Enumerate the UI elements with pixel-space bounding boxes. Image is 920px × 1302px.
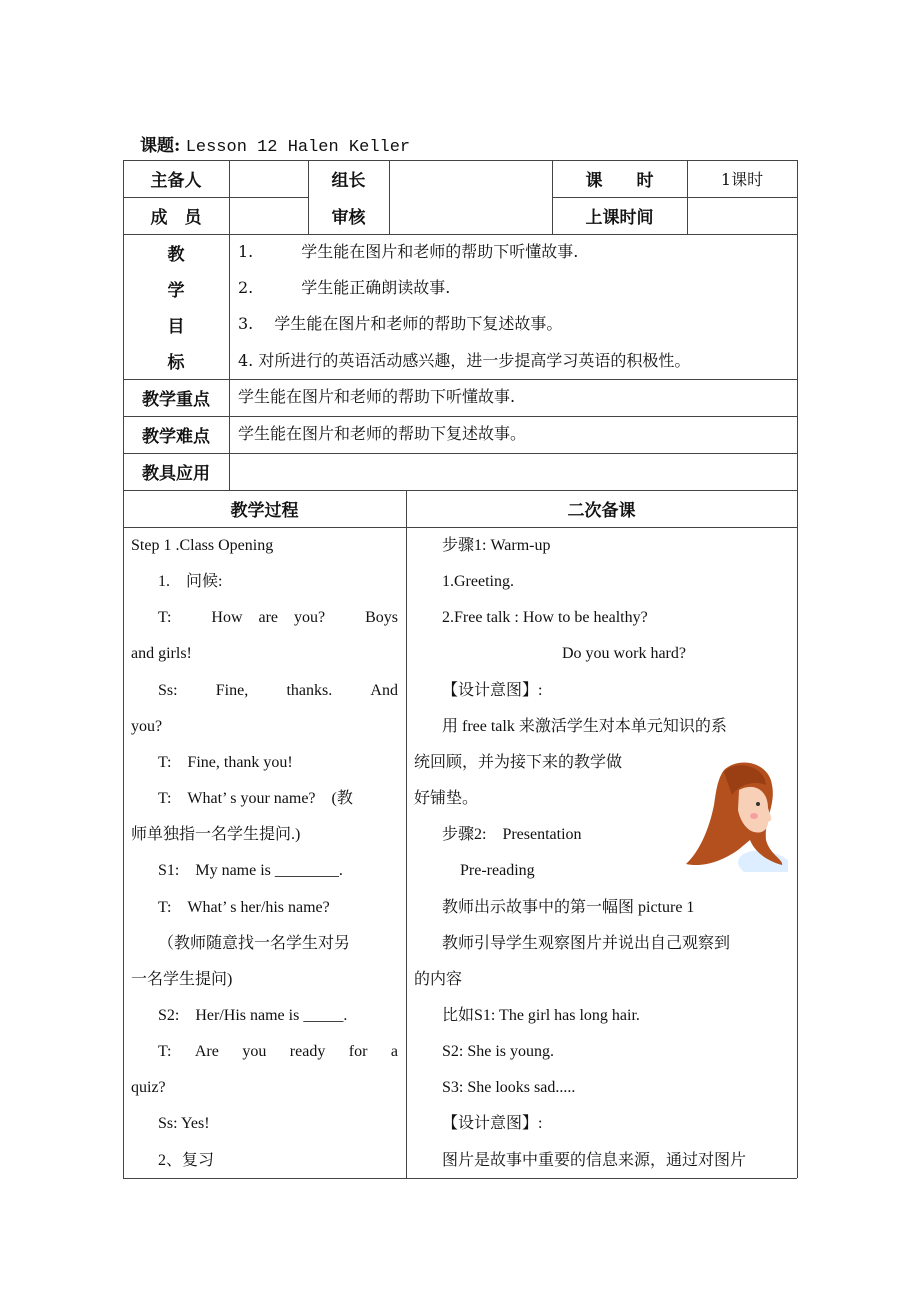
- process-line: Ss: Fine, thanks. And: [158, 681, 398, 699]
- second-prep-line: 的内容: [414, 970, 463, 988]
- objective-item: 2. 学生能正确朗读故事.: [238, 278, 451, 297]
- table-border: [797, 160, 798, 1178]
- second-prep-line: 1.Greeting.: [442, 573, 514, 591]
- title-lesson: Lesson 12 Halen Keller: [185, 138, 411, 157]
- second-prep-line: 教师引导学生观察图片并说出自己观察到: [442, 934, 731, 952]
- process-line: （教师随意找一名学生对另: [158, 934, 351, 952]
- difficulty-label: 教学难点: [142, 427, 210, 447]
- class-hours-label: 课 时: [585, 171, 654, 191]
- process-line: and girls!: [131, 645, 192, 663]
- process-line: S1: My name is ________.: [158, 862, 343, 880]
- second-prep-line: 比如S1: The girl has long hair.: [442, 1006, 640, 1024]
- second-prep-line: 步骤1: Warm-up: [442, 537, 551, 554]
- teaching-aids-label: 教具应用: [142, 464, 210, 484]
- second-prep-line: 步骤2: Presentation: [442, 826, 582, 844]
- second-prep-line: 图片是故事中重要的信息来源，通过对图片: [442, 1151, 747, 1169]
- table-border: [229, 160, 230, 490]
- second-prep-line: 【设计意图】:: [442, 681, 543, 699]
- objective-item: 4. 对所进行的英语活动感兴趣，进一步提高学习英语的积极性。: [238, 351, 691, 370]
- process-line: S2: Her/His name is _____.: [158, 1006, 348, 1024]
- process-line: 师单独指一名学生提问.): [131, 826, 301, 844]
- second-prep-line: 用 free talk 来激活学生对本单元知识的系: [442, 717, 727, 735]
- process-line: 1. 问候:: [158, 573, 223, 591]
- process-line: Step 1 .Class Opening: [131, 537, 274, 554]
- second-prep-header: 二次备课: [567, 501, 636, 521]
- second-prep-line: S2: She is young.: [442, 1043, 555, 1061]
- second-prep-line: 好铺垫。: [414, 790, 479, 808]
- process-line: 2、复习: [158, 1151, 215, 1169]
- title-label: 课题:: [140, 136, 181, 156]
- process-line: quiz?: [131, 1079, 166, 1097]
- second-prep-line: S3: She looks sad.....: [442, 1079, 576, 1097]
- difficulty-value: 学生能在图片和老师的帮助下复述故事。: [238, 424, 527, 443]
- process-line: T: What’ s your name? (教: [158, 790, 353, 808]
- second-prep-line: 教师出示故事中的第一幅图 picture 1: [442, 898, 695, 916]
- objectives-label-char: 标: [167, 353, 185, 373]
- lesson-title: [140, 131, 410, 157]
- second-prep-line: Do you work hard?: [562, 645, 686, 663]
- objective-item: 3. 学生能在图片和老师的帮助下复述故事。: [238, 314, 563, 333]
- objective-item: 1. 学生能在图片和老师的帮助下听懂故事.: [238, 242, 579, 261]
- process-line: T: How are you? Boys: [158, 609, 398, 627]
- second-prep-line: 【设计意图】:: [442, 1115, 543, 1133]
- process-line: T: What’ s her/his name?: [158, 898, 330, 916]
- process-line: T: Are you ready for a: [158, 1043, 398, 1061]
- table-border: [389, 160, 390, 234]
- key-point-label: 教学重点: [142, 390, 210, 410]
- second-prep-line: 统回顾，并为接下来的教学做: [414, 753, 623, 771]
- group-leader-label: 组长: [331, 171, 366, 191]
- process-header: 教学过程: [230, 501, 299, 521]
- table-border: [229, 197, 308, 198]
- process-line: 一名学生提问): [131, 970, 233, 988]
- review-label: 审核: [331, 208, 366, 228]
- process-line: T: Fine, thank you!: [158, 753, 293, 771]
- members-label: 成 员: [150, 208, 202, 228]
- objectives-label-char: 教: [167, 244, 185, 265]
- girl-illustration: [684, 760, 788, 872]
- second-prep-line: Pre-reading: [460, 862, 535, 880]
- process-line: you?: [131, 717, 163, 735]
- main-preparer-label: 主备人: [150, 171, 202, 191]
- key-point-value: 学生能在图片和老师的帮助下听懂故事.: [238, 387, 516, 406]
- table-border: [406, 490, 407, 1178]
- process-line: Ss: Yes!: [158, 1115, 210, 1133]
- second-prep-line: 2.Free talk : How to be healthy?: [442, 609, 648, 627]
- class-time-label: 上课时间: [585, 208, 654, 228]
- objectives-label-char: 学: [167, 280, 185, 301]
- class-hours-value: 1课时: [720, 170, 764, 189]
- objectives-label-char: 目: [167, 316, 185, 337]
